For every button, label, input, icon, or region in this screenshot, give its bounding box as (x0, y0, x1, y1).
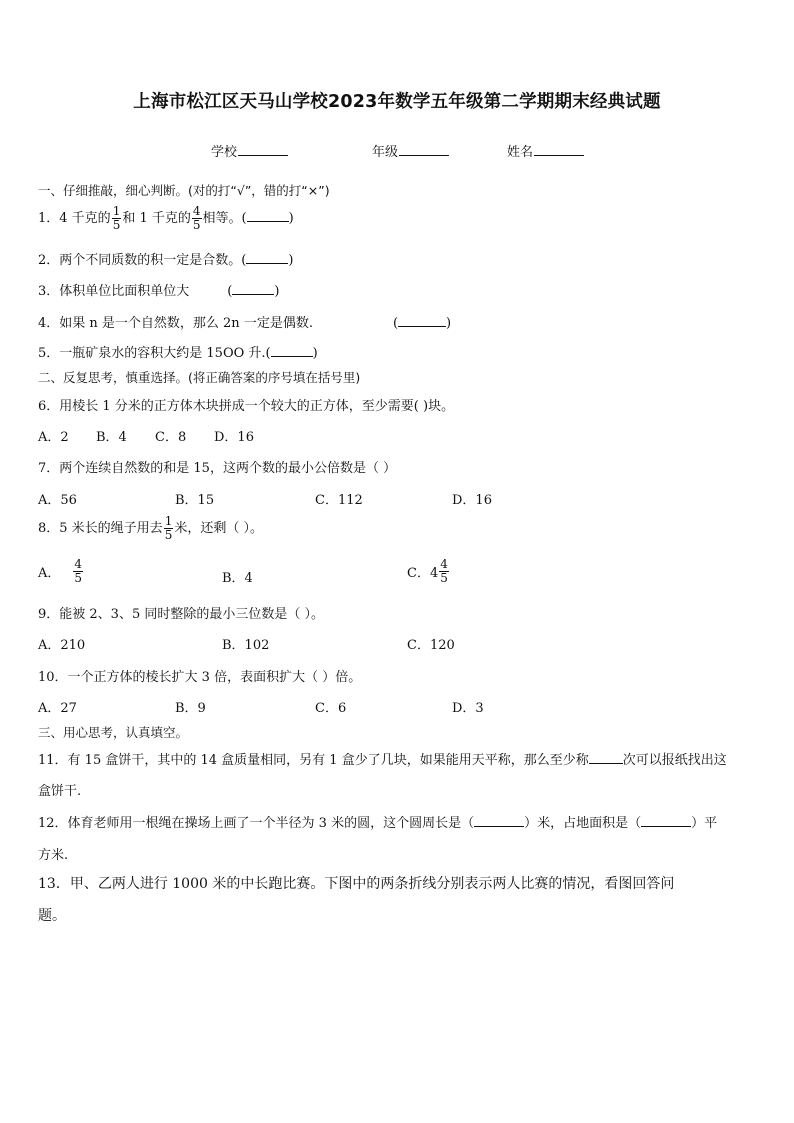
q12-area-blank[interactable] (641, 815, 691, 827)
question-12-line-2: 方米. (38, 848, 69, 863)
grade-blank[interactable] (399, 143, 449, 156)
q8-option-c-fraction: $\frac{4}{5}$ (440, 557, 448, 585)
q11-text-pre: 11．有 15 盒饼干，其中的 14 盒质量相同，另有 1 盒少了几块，如果能用天平称，那么至少称 (38, 753, 589, 768)
question-6: 6．用棱长 1 分米的正方体木块拼成一个较大的正方体，至少需要( )块。 (38, 399, 455, 414)
q1-text-post: 相等。( (202, 211, 247, 226)
question-7: 7．两个连续自然数的和是 15，这两个数的最小公倍数是（ ） (38, 461, 397, 476)
q7-option-a[interactable]: A．56 (38, 493, 77, 508)
q6-option-c[interactable]: C．8 (155, 430, 187, 445)
question-5: 5．一瓶矿泉水的容积大约是 15OO 升.( ) (38, 346, 318, 361)
q12-text-post: ）平 (691, 816, 718, 831)
q6-option-a[interactable]: A．2 (38, 430, 69, 445)
q8-text-post: 米，还剩（ ）。 (174, 521, 263, 536)
question-13-line-2: 题。 (38, 908, 66, 924)
question-3: 3．体积单位比面积单位大 ( ) (38, 284, 280, 299)
question-11-line-2: 盒饼干. (38, 784, 82, 799)
q6-option-b[interactable]: B．4 (96, 430, 127, 445)
q8-option-a-fraction: $\frac{4}{5}$ (74, 557, 83, 585)
q4-text: 4．如果 n 是一个自然数，那么 2n 一定是偶数. (38, 316, 313, 331)
q5-text: 5．一瓶矿泉水的容积大约是 15OO 升.( (38, 346, 271, 361)
q5-answer-blank[interactable] (271, 345, 313, 357)
question-11 (38, 749, 727, 768)
page-title: 上海市松江区天马山学校2023年数学五年级第二学期期末经典试题 (133, 92, 661, 112)
q11-text-post: 次可以报纸找出这 (622, 753, 727, 768)
q9-option-c[interactable]: C．120 (407, 638, 455, 653)
q7-option-d[interactable]: D．16 (452, 493, 492, 508)
section-3-heading: 三、用心思考，认真填空。 (38, 725, 189, 740)
school-label: 学校 (211, 145, 238, 160)
school-field (211, 141, 288, 160)
q2-answer-blank[interactable] (246, 252, 288, 264)
q1-answer-blank[interactable] (247, 210, 289, 222)
name-label: 姓名 (507, 145, 534, 160)
q8-fraction: $\frac{1}{5}$ (164, 514, 173, 542)
school-blank[interactable] (238, 143, 288, 156)
question-2: 2．两个不同质数的积一定是合数。( ) (38, 253, 294, 268)
question-9: 9．能被 2、3、5 同时整除的最小三位数是（ ）。 (38, 607, 324, 622)
question-8 (38, 515, 263, 542)
q1-fraction-2: $\frac{4}{5}$ (192, 204, 201, 232)
question-4: 4．如果 n 是一个自然数，那么 2n 一定是偶数. ( ) (38, 316, 452, 331)
q11-answer-blank[interactable] (589, 752, 623, 764)
q2-text: 2．两个不同质数的积一定是合数。( (38, 253, 247, 268)
q12-text-mid: ）米，占地面积是（ (524, 816, 642, 831)
q7-option-c[interactable]: C．112 (315, 493, 363, 508)
question-12 (38, 812, 717, 831)
name-field (507, 141, 584, 160)
q4-answer-blank[interactable] (398, 315, 446, 327)
question-13: 13．甲、乙两人进行 1000 米的中长跑比赛。下图中的两条折线分别表示两人比赛的情况，看图回答问 (38, 876, 675, 892)
q8-text-pre: 8．5 米长的绳子用去 (38, 521, 163, 536)
q8-option-a[interactable]: A． $\frac{4}{5}$ (38, 557, 83, 585)
section-1-heading: 一、仔细推敲，细心判断。(对的打“√”，错的打“×”) (38, 183, 330, 198)
q12-text-pre: 12．体育老师用一根绳在操场上画了一个半径为 3 米的圆，这个圆周长是（ (38, 816, 475, 831)
grade-label: 年级 (372, 145, 399, 160)
q1-text-pre: 1．4 千克的 (38, 211, 111, 226)
q1-text-mid: 和 1 千克的 (122, 211, 191, 226)
q6-option-d[interactable]: D．16 (214, 430, 254, 445)
q9-option-b[interactable]: B．102 (222, 638, 270, 653)
q3-text: 3．体积单位比面积单位大 (38, 284, 190, 299)
q10-option-a[interactable]: A．27 (38, 701, 77, 716)
q9-option-a[interactable]: A．210 (38, 638, 86, 653)
q8-option-b[interactable]: B．4 (222, 571, 253, 586)
q10-option-b[interactable]: B．9 (175, 701, 206, 716)
q3-answer-blank[interactable] (232, 283, 274, 295)
q10-option-c[interactable]: C．6 (315, 701, 347, 716)
q7-option-b[interactable]: B．15 (175, 493, 215, 508)
q12-circumference-blank[interactable] (474, 815, 524, 827)
q8-option-c[interactable]: C．4 $\frac{4}{5}$ (407, 557, 448, 585)
question-10: 10．一个正方体的棱长扩大 3 倍，表面积扩大（ ）倍。 (38, 670, 362, 685)
q10-option-d[interactable]: D．3 (452, 701, 484, 716)
grade-field (372, 141, 449, 160)
name-blank[interactable] (534, 143, 584, 156)
q1-fraction-1: $\frac{1}{5}$ (112, 204, 121, 232)
question-1: 1．4 千克的 $\frac{1}{5}$ 和 1 千克的 $\frac{4}{5}$ 相等。( ) (38, 204, 294, 232)
section-2-heading: 二、反复思考，慎重选择。(将正确答案的序号填在括号里) (38, 370, 361, 385)
